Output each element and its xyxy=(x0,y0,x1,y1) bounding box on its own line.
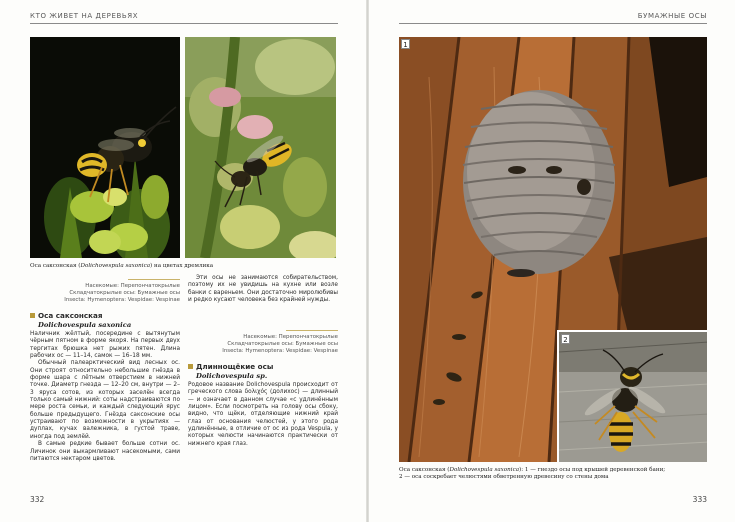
paragraph-3: В самые редкие бывает больше сотни ос. Личинок они выкармливают насекомыми, сами питаются нектаром цветов. xyxy=(30,441,180,462)
heading-marker-2 xyxy=(188,364,193,369)
header-rule-right xyxy=(399,23,707,24)
wasp-on-green-flower-photo xyxy=(30,37,180,258)
taxonomy2-line-2: Складчатокрылые осы: Бумажные осы xyxy=(227,341,338,347)
column2-paragraph: Эти осы не занимаются собирательством, поэтому их не увидишь на кухне или возле банки с вареньем. Они достаточно миролюбивы и редко кусают человека без крайней нужды. xyxy=(188,275,338,304)
latin-name-2: Dolichovespula sp. xyxy=(196,372,268,380)
caption-line-1 xyxy=(399,467,709,474)
taxonomy-block-2 xyxy=(188,334,338,355)
taxonomy-rule xyxy=(128,279,180,280)
caption-line-2: 2 — оса соскребает челюстями обветренную древесину со стены дома xyxy=(399,474,609,480)
section-heading-text: Оса саксонская xyxy=(38,311,103,320)
wasp-on-orchid-photo xyxy=(185,37,336,258)
paragraph-1: Наличник жёлтый, посередине с вытянутым чёрным пятном в форме якоря. На первых двух тергитах брюшка нет рыжих пятен. Длина рабочих ос — 11–14, самок — 16–18 мм. xyxy=(30,331,180,360)
caption-line1-suffix: ): 1 — гнездо осы под крышей деревенской бани; xyxy=(519,467,666,473)
section-heading-2 xyxy=(188,362,273,371)
section-heading-2-text: Длиннощёкие осы xyxy=(196,362,274,371)
left-page xyxy=(0,0,366,522)
running-head-right: БУМАЖНЫЕ ОСЫ xyxy=(637,12,707,20)
page-number-left: 332 xyxy=(30,495,45,504)
article-body-2 xyxy=(188,382,338,448)
taxonomy2-line-1: Насекомые: Перепончатокрылые xyxy=(243,334,338,340)
column2-continuation xyxy=(188,275,338,304)
caption-suffix: ) на цветах дремлика xyxy=(150,263,214,269)
paragraph-genus: Родовое название Dolichovespula происходит от греческого слова δολιχός (долихос) — длинный — и означает в данном случае «с удлинённым лицом». Если посмотреть на голову осы сбоку, видно, что щёки, отделяющие нижний край глаз от основания челюстей, у этого рода удлинённые, в отличие от ос из рода Vespula, у которых челюсти начинаются практически от нижнего края глаз. xyxy=(188,382,338,447)
page-number-right: 333 xyxy=(692,495,707,504)
latin-name: Dolichovespula saxonica xyxy=(38,321,132,329)
article-body xyxy=(30,331,180,463)
taxonomy-line-3: Insecta: Hymenoptera: Vespidae: Vespinae xyxy=(64,297,180,303)
taxonomy-line-2: Складчатокрылые осы: Бумажные осы xyxy=(69,290,180,296)
caption-latin: Dolichovespula saxonica xyxy=(80,263,151,269)
caption-prefix: Оса саксонская ( xyxy=(30,263,81,269)
photo-number-2: 2 xyxy=(561,334,570,344)
taxonomy2-line-3: Insecta: Hymenoptera: Vespidae: Vespinae xyxy=(222,348,338,354)
header-rule xyxy=(30,23,338,24)
taxonomy-block xyxy=(30,283,180,304)
right-page xyxy=(369,0,735,522)
taxonomy-line-1: Насекомые: Перепончатокрылые xyxy=(85,283,180,289)
caption-latin-right: Dolichovespula saxonica xyxy=(449,467,520,473)
photo-number-1: 1 xyxy=(401,39,410,49)
caption-prefix-right: Оса саксонская ( xyxy=(399,467,450,473)
paragraph-2: Обычный палеарктический вид лесных ос. Они строят относительно небольшие гнёзда в форме шара с лётным отверстием в нижней точке. Диаметр гнезда — 12–20 см, внутри — 2–3 яруса сотов, из которых заселён всегда только самый нижний: соты надстраиваются по мере роста семьи, и каждый следующий ярус больше предыдущего. Гнёзда саксонские осы устраивают по возможности в укрытиях — дуплах, кучах валежника, в густой траве, иногда под землёй. xyxy=(30,360,180,440)
left-photo-caption xyxy=(30,263,336,270)
running-head-left: КТО ЖИВЕТ НА ДЕРЕВЬЯХ xyxy=(30,12,139,20)
taxonomy-rule-2 xyxy=(286,330,338,331)
wasp-scraping-wood-photo xyxy=(559,332,707,462)
heading-marker xyxy=(30,313,35,318)
right-photo-caption xyxy=(399,467,709,481)
section-heading xyxy=(30,311,102,320)
